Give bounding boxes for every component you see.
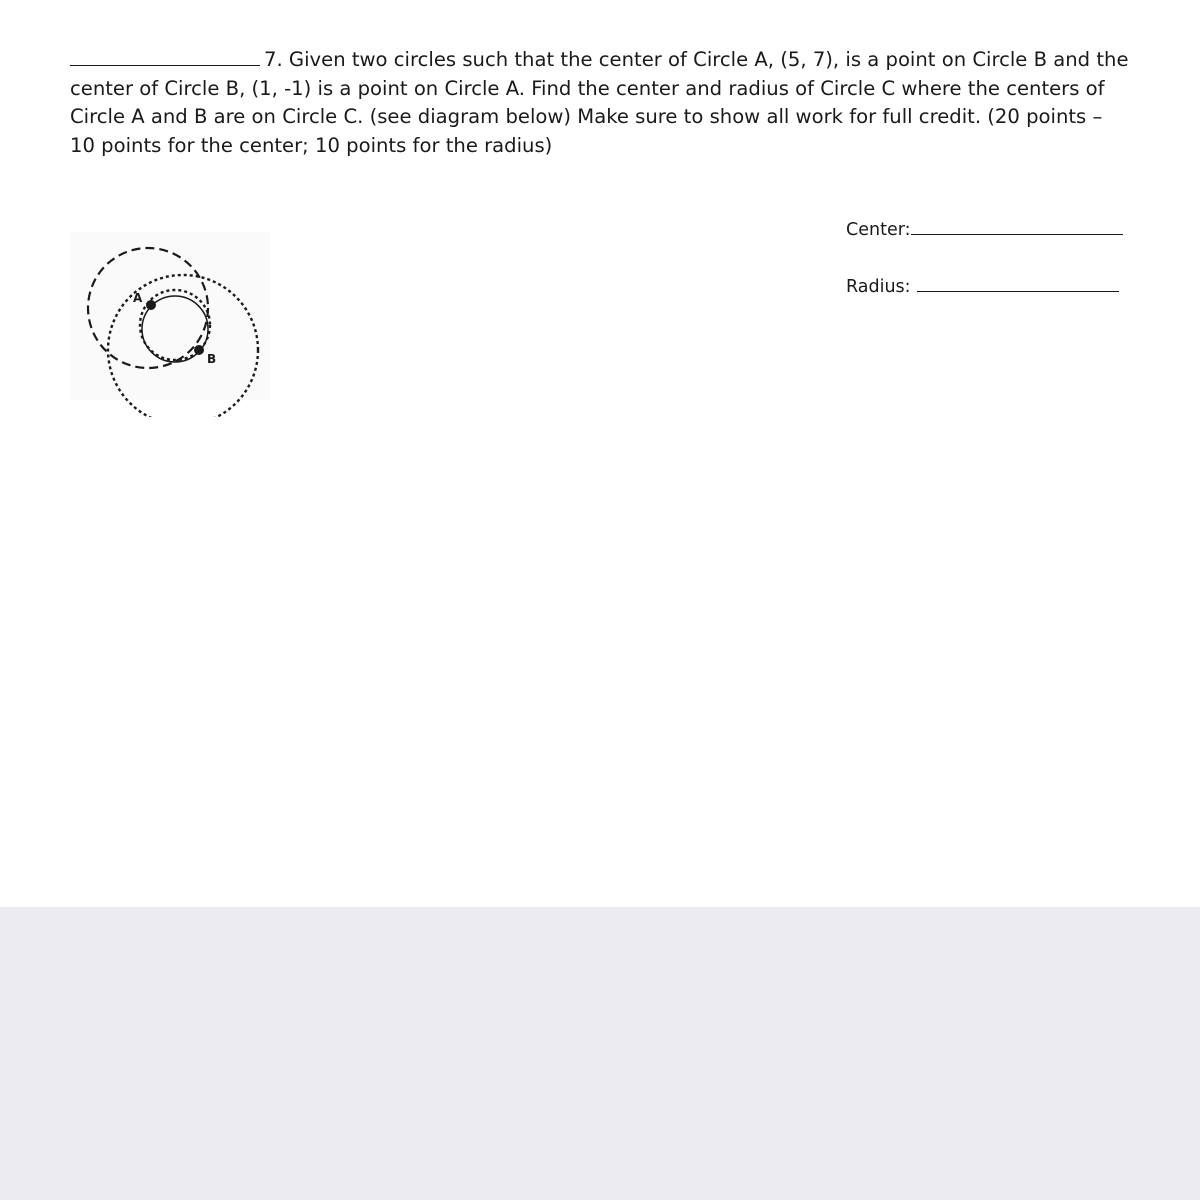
center-answer-field [846, 218, 1123, 241]
point-b-dot [194, 345, 204, 355]
point-a-dot [146, 300, 156, 310]
radius-label: Radius: [846, 277, 911, 297]
circles-diagram [70, 232, 280, 417]
problem-7-text [70, 46, 1130, 160]
radius-answer-field [846, 275, 1119, 298]
point-b-label: B [207, 352, 217, 366]
answer-blank-line [70, 47, 260, 66]
radius-answer-line [917, 275, 1119, 292]
viewer-background [0, 907, 1200, 1200]
problem-statement: 7. Given two circles such that the center of Circle A, (5, 7), is a point on Circle B and the center of Circle B, (1, -1) is a point on Circle A. Find the center and radius of Circle C where the centers of Circle A and B are on Circle C. (see diagram below) Make sure to show all work for full credit. (20 points – 10 points for the center; 10 points for the radius) [70, 48, 1129, 157]
center-answer-line [911, 218, 1123, 235]
diagram-background [70, 232, 270, 400]
center-label: Center: [846, 220, 911, 240]
point-a-label: A [133, 291, 143, 305]
